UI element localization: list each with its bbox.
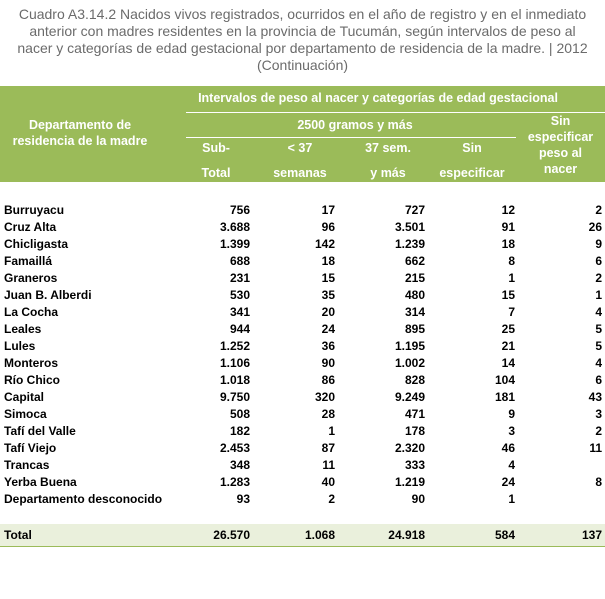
table-cell-sin-peso: 26 bbox=[588, 220, 602, 234]
header-col-sin-esp-b: especificar bbox=[439, 166, 505, 180]
header-col-subtotal-b: Total bbox=[201, 166, 231, 180]
table-cell-lt37: 36 bbox=[321, 339, 335, 353]
table-cell-lt37: 40 bbox=[321, 475, 335, 489]
table-cell-subtotal: 530 bbox=[229, 288, 250, 302]
table-cell-sin-peso: 2 bbox=[595, 271, 602, 285]
table-cell-ge37: 471 bbox=[404, 407, 425, 421]
title-line-2: anterior con madres residentes en la provincia de Tucumán, según intervalos de peso al bbox=[29, 23, 576, 39]
table-cell-dept: Monteros bbox=[4, 356, 58, 370]
table-row bbox=[0, 423, 605, 440]
header-col-lt37-b: semanas bbox=[273, 166, 327, 180]
total-ge37: 24.918 bbox=[388, 528, 425, 542]
title-line-1: Cuadro A3.14.2 Nacidos vivos registrados, ocurridos en el año de registro y en el inmediato bbox=[18, 6, 587, 22]
header-dept-line1: Departamento de bbox=[28, 118, 132, 132]
table-cell-ge37: 895 bbox=[404, 322, 425, 336]
table-cell-subtotal: 341 bbox=[229, 305, 250, 319]
table-cell-subtotal: 508 bbox=[229, 407, 250, 421]
table-cell-dept: Tafí del Valle bbox=[4, 424, 76, 438]
table-row bbox=[0, 202, 605, 219]
table-cell-dept: Juan B. Alberdi bbox=[4, 288, 92, 302]
table-cell-sin-peso: 5 bbox=[595, 339, 602, 353]
header-col-ge37-a: 37 sem. bbox=[365, 141, 411, 155]
table-cell-sin-peso: 6 bbox=[595, 254, 602, 268]
table-cell-dept: Chicligasta bbox=[4, 237, 69, 251]
table-cell-sin-peso: 11 bbox=[589, 441, 602, 455]
table-row bbox=[0, 491, 605, 508]
header-col-sin-peso-c: peso al bbox=[538, 146, 583, 160]
table-cell-sin-peso: 4 bbox=[595, 356, 602, 370]
table-cell-ge37: 178 bbox=[404, 424, 425, 438]
total-label: Total bbox=[4, 528, 32, 542]
table-cell-sin-esp: 104 bbox=[494, 373, 515, 387]
table-cell-lt37: 28 bbox=[321, 407, 335, 421]
header-group-label: Intervalos de peso al nacer y categorías de edad gestacional bbox=[198, 91, 558, 105]
table-cell-dept: Yerba Buena bbox=[4, 475, 77, 489]
table-cell-lt37: 24 bbox=[321, 322, 335, 336]
table-cell-ge37: 1.002 bbox=[394, 356, 425, 370]
table-cell-ge37: 2.320 bbox=[394, 441, 425, 455]
table-row bbox=[0, 406, 605, 423]
header-subgroup-label: 2500 gramos y más bbox=[297, 118, 413, 132]
table-cell-ge37: 828 bbox=[404, 373, 425, 387]
table-cell-sin-esp: 25 bbox=[501, 322, 515, 336]
table-cell-lt37: 87 bbox=[321, 441, 335, 455]
table-cell-subtotal: 2.453 bbox=[219, 441, 250, 455]
table-cell-sin-esp: 21 bbox=[501, 339, 515, 353]
table-cell-subtotal: 182 bbox=[229, 424, 250, 438]
table-cell-sin-peso: 5 bbox=[595, 322, 602, 336]
table-cell-sin-esp: 18 bbox=[501, 237, 515, 251]
total-sin-peso: 137 bbox=[581, 528, 602, 542]
table-cell-ge37: 3.501 bbox=[394, 220, 425, 234]
table-cell-dept: Capital bbox=[4, 390, 45, 404]
table-row bbox=[0, 457, 605, 474]
table-row bbox=[0, 321, 605, 338]
header-col-sin-peso-a: Sin bbox=[550, 114, 571, 128]
table-cell-sin-peso: 1 bbox=[595, 288, 602, 302]
table-cell-ge37: 215 bbox=[404, 271, 425, 285]
table-cell-lt37: 17 bbox=[321, 203, 335, 217]
table-cell-subtotal: 1.283 bbox=[219, 475, 250, 489]
header-dept-line2: residencia de la madre bbox=[12, 134, 148, 148]
table-cell-sin-peso: 3 bbox=[595, 407, 602, 421]
table-cell-sin-esp: 9 bbox=[508, 407, 515, 421]
table-cell-subtotal: 688 bbox=[229, 254, 250, 268]
table-cell-sin-esp: 1 bbox=[508, 271, 515, 285]
table-row bbox=[0, 389, 605, 406]
table-cell-sin-esp: 3 bbox=[508, 424, 515, 438]
table-header bbox=[0, 86, 605, 182]
table-cell-ge37: 1.219 bbox=[394, 475, 425, 489]
table-cell-ge37: 1.195 bbox=[394, 339, 425, 353]
table-cell-lt37: 35 bbox=[321, 288, 335, 302]
table-row bbox=[0, 219, 605, 236]
header-col-sin-peso-b: especificar bbox=[527, 130, 594, 144]
table-cell-sin-esp: 8 bbox=[508, 254, 515, 268]
table-cell-sin-esp: 15 bbox=[501, 288, 515, 302]
table-cell-lt37: 90 bbox=[321, 356, 335, 370]
table-cell-lt37: 96 bbox=[321, 220, 335, 234]
table-cell-lt37: 15 bbox=[321, 271, 335, 285]
table-row bbox=[0, 355, 605, 372]
header-divider bbox=[186, 112, 605, 113]
table-title bbox=[0, 6, 605, 74]
header-col-sin-peso-d: nacer bbox=[543, 162, 578, 176]
table-cell-dept: Trancas bbox=[4, 458, 50, 472]
table-cell-subtotal: 348 bbox=[229, 458, 250, 472]
table-cell-sin-esp: 1 bbox=[508, 492, 515, 506]
table-cell-subtotal: 1.252 bbox=[219, 339, 250, 353]
table-cell-ge37: 727 bbox=[404, 203, 425, 217]
table-cell-sin-peso: 9 bbox=[595, 237, 602, 251]
title-line-3: nacer y categorías de edad gestacional por departamento de residencia de la madre. | 2012 bbox=[17, 40, 588, 56]
header-col-lt37-a: < 37 bbox=[287, 141, 313, 155]
table-row bbox=[0, 270, 605, 287]
table-cell-dept: La Cocha bbox=[4, 305, 59, 319]
table-cell-dept: Famaillá bbox=[4, 254, 53, 268]
table-cell-subtotal: 9.750 bbox=[219, 390, 250, 404]
table-row bbox=[0, 236, 605, 253]
table-cell-sin-peso: 2 bbox=[595, 203, 602, 217]
table-cell-sin-peso: 4 bbox=[595, 305, 602, 319]
table-cell-dept: Leales bbox=[4, 322, 42, 336]
table-row bbox=[0, 372, 605, 389]
table-row bbox=[0, 338, 605, 355]
table-cell-lt37: 20 bbox=[321, 305, 335, 319]
header-divider bbox=[186, 137, 516, 138]
table-cell-dept: Graneros bbox=[4, 271, 58, 285]
table-cell-sin-peso: 2 bbox=[595, 424, 602, 438]
table-cell-sin-esp: 7 bbox=[508, 305, 515, 319]
table-cell-ge37: 480 bbox=[404, 288, 425, 302]
total-row bbox=[0, 524, 605, 546]
table-cell-sin-peso: 8 bbox=[595, 475, 602, 489]
table-cell-sin-esp: 12 bbox=[501, 203, 515, 217]
table-row bbox=[0, 440, 605, 457]
total-lt37: 1.068 bbox=[304, 528, 335, 542]
table-cell-sin-esp: 14 bbox=[501, 356, 515, 370]
header-col-subtotal-a: Sub- bbox=[202, 141, 230, 155]
table-cell-lt37: 11 bbox=[322, 458, 335, 472]
table-cell-lt37: 320 bbox=[314, 390, 335, 404]
table-cell-dept: Simoca bbox=[4, 407, 47, 421]
table-cell-sin-esp: 24 bbox=[501, 475, 515, 489]
header-col-ge37-b: y más bbox=[370, 166, 406, 180]
table-cell-ge37: 333 bbox=[404, 458, 425, 472]
table-cell-ge37: 1.239 bbox=[394, 237, 425, 251]
table-cell-ge37: 314 bbox=[404, 305, 425, 319]
table-cell-dept: Tafí Viejo bbox=[4, 441, 57, 455]
total-sin-esp: 584 bbox=[494, 528, 515, 542]
table-cell-sin-esp: 4 bbox=[508, 458, 515, 472]
table-cell-sin-esp: 91 bbox=[501, 220, 515, 234]
table-cell-lt37: 1 bbox=[328, 424, 335, 438]
table-cell-lt37: 18 bbox=[321, 254, 335, 268]
table-cell-sin-peso: 6 bbox=[595, 373, 602, 387]
table-row bbox=[0, 253, 605, 270]
table-cell-sin-esp: 46 bbox=[501, 441, 515, 455]
table-cell-lt37: 142 bbox=[314, 237, 335, 251]
table-cell-subtotal: 756 bbox=[229, 203, 250, 217]
table-cell-subtotal: 1.106 bbox=[219, 356, 250, 370]
table-row bbox=[0, 287, 605, 304]
table-cell-subtotal: 1.399 bbox=[219, 237, 250, 251]
table-cell-dept: Departamento desconocido bbox=[4, 492, 163, 506]
table-cell-sin-peso: 43 bbox=[588, 390, 602, 404]
table-cell-dept: Lules bbox=[4, 339, 36, 353]
table-cell-subtotal: 231 bbox=[229, 271, 250, 285]
table-cell-dept: Burruyacu bbox=[4, 203, 65, 217]
table-cell-subtotal: 944 bbox=[229, 322, 250, 336]
table-cell-ge37: 662 bbox=[404, 254, 425, 268]
table-cell-subtotal: 1.018 bbox=[219, 373, 250, 387]
total-subtotal: 26.570 bbox=[213, 528, 250, 542]
table-cell-lt37: 2 bbox=[328, 492, 335, 506]
table-cell-dept: Río Chico bbox=[4, 373, 60, 387]
title-line-4: (Continuación) bbox=[256, 57, 349, 73]
table-row bbox=[0, 304, 605, 321]
table-cell-subtotal: 93 bbox=[236, 492, 250, 506]
header-col-sin-esp-a: Sin bbox=[462, 141, 482, 155]
table-cell-dept: Cruz Alta bbox=[4, 220, 57, 234]
table-cell-lt37: 86 bbox=[321, 373, 335, 387]
table-cell-subtotal: 3.688 bbox=[219, 220, 250, 234]
table-cell-sin-esp: 181 bbox=[494, 390, 515, 404]
table-cell-ge37: 90 bbox=[411, 492, 425, 506]
table-bottom-border bbox=[0, 546, 605, 547]
table-cell-ge37: 9.249 bbox=[394, 390, 425, 404]
table-row bbox=[0, 474, 605, 491]
